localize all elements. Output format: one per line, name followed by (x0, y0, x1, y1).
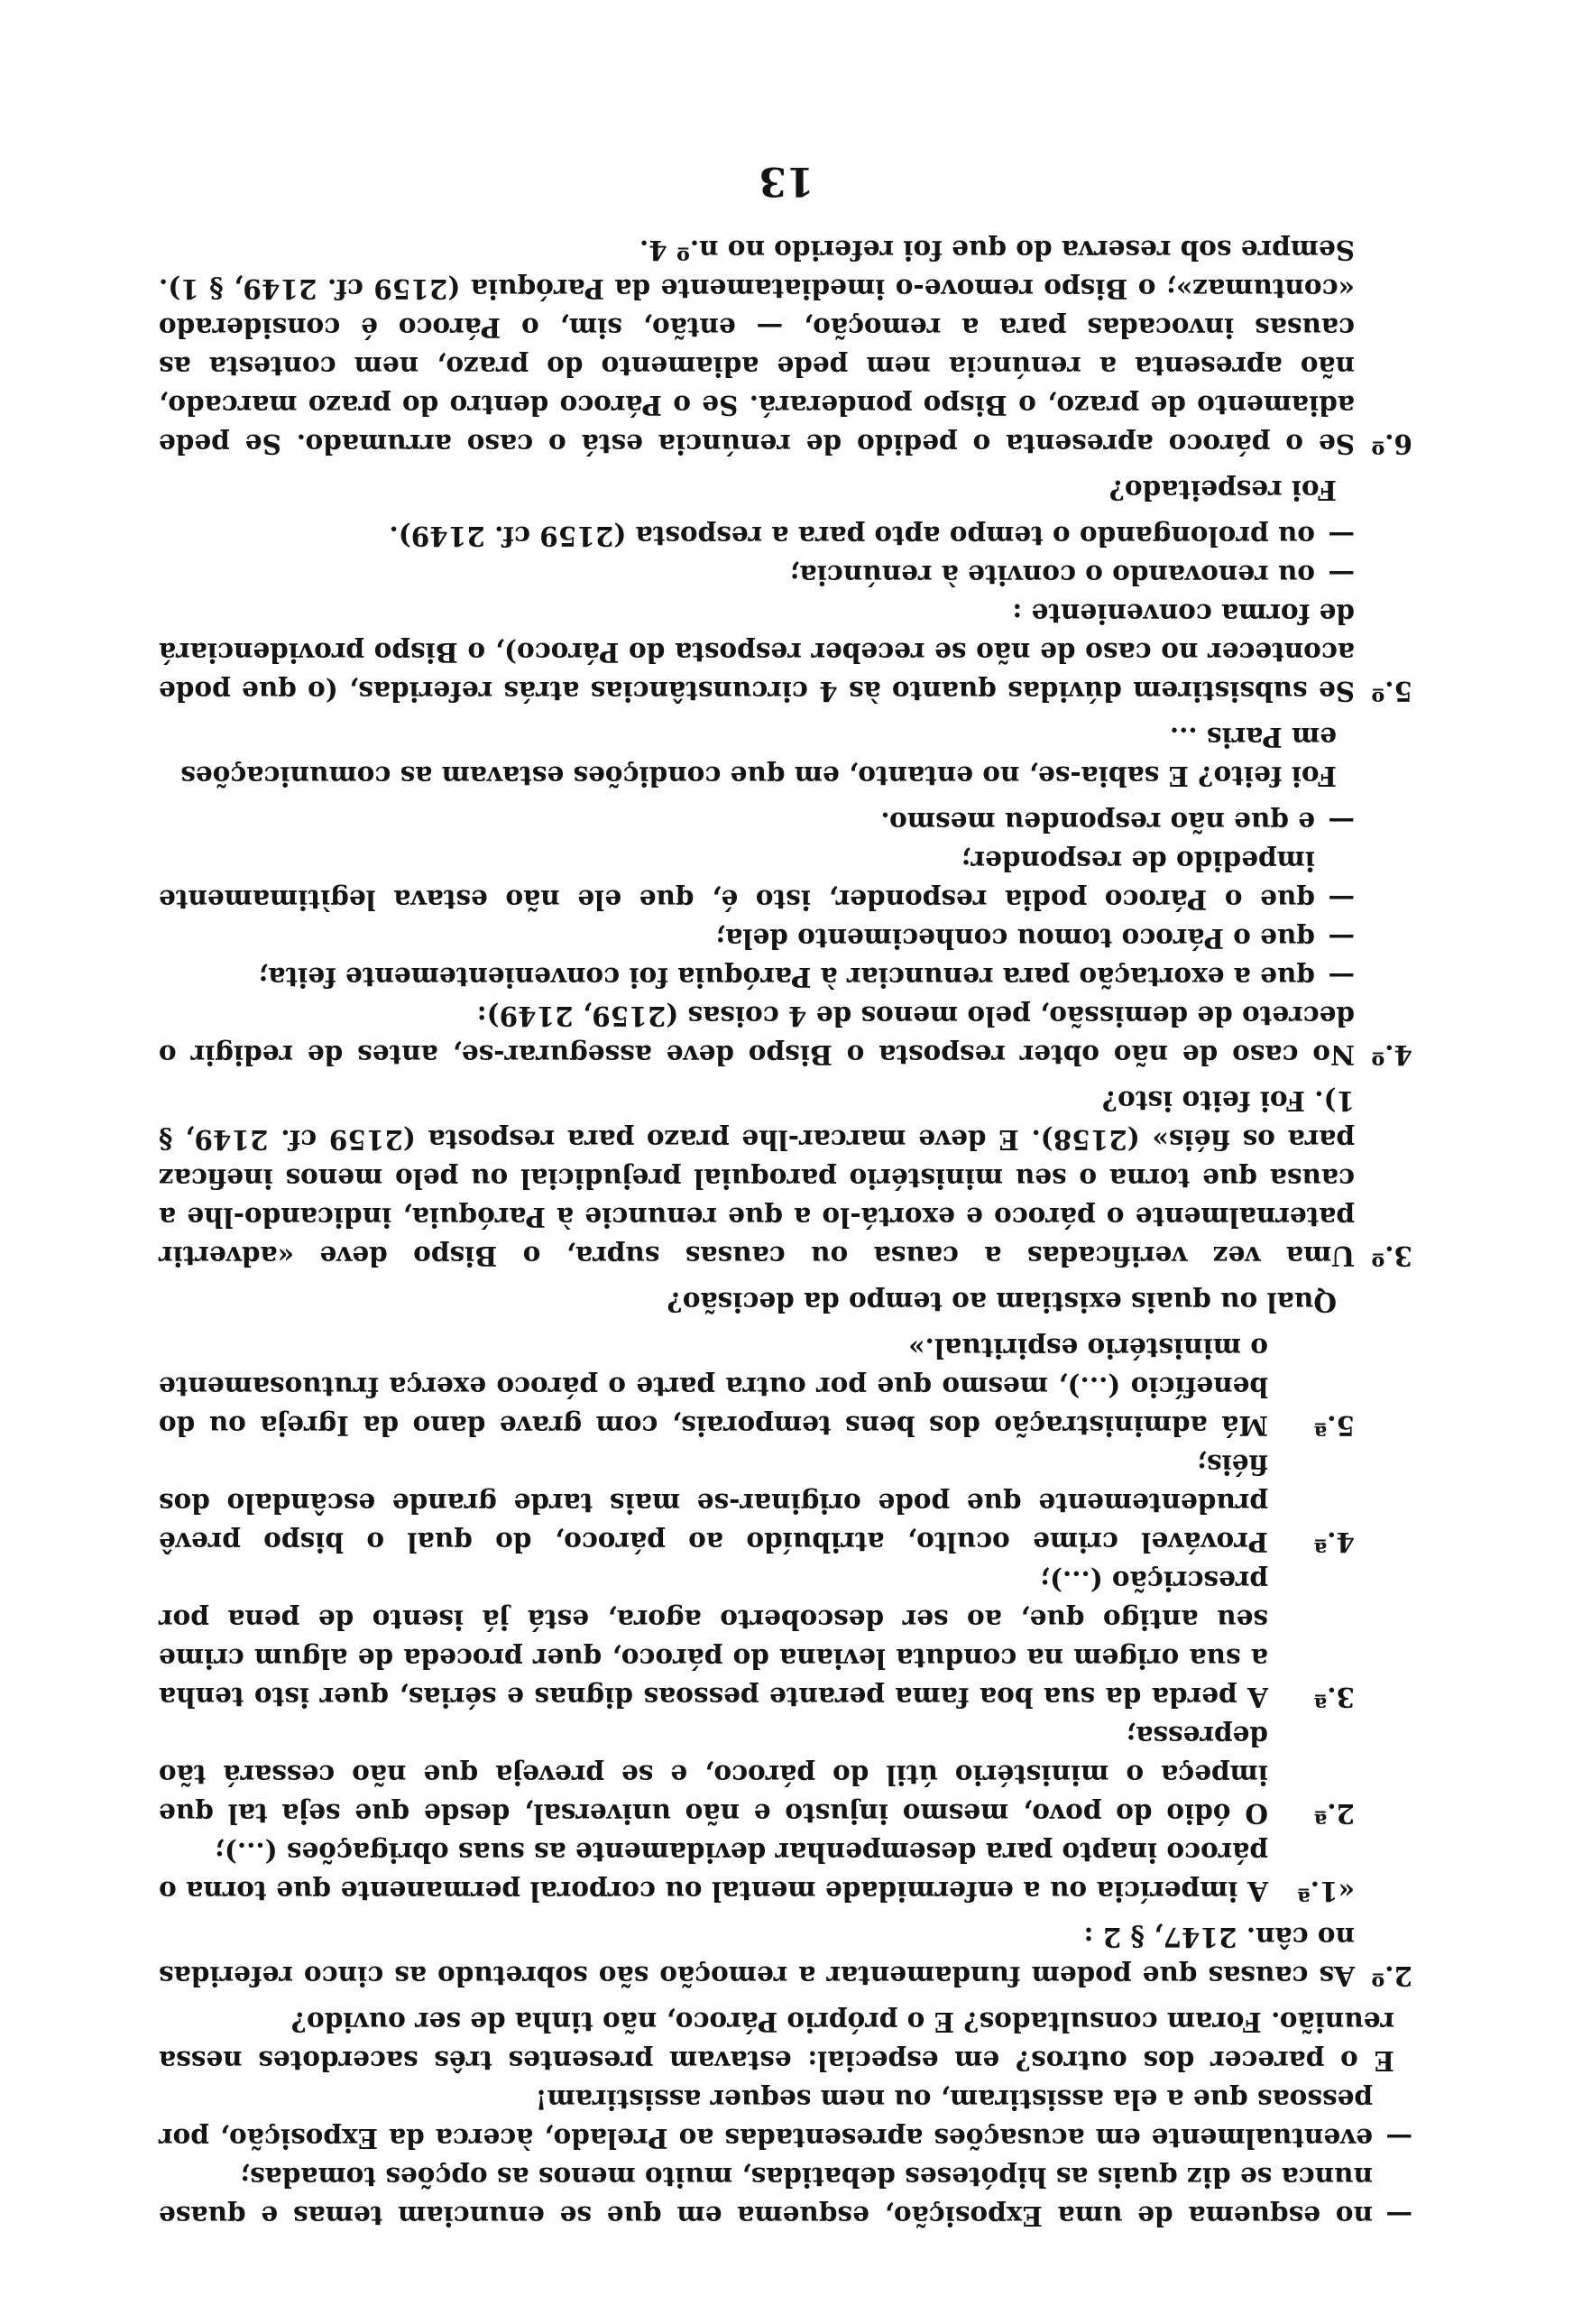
cause-1-text: A imperícia ou a enfermidade mental ou corporal permanente que torna o pároco inapto para desempenhar devidamente as suas obrigações (...); (159, 1837, 1268, 1907)
section-5-options (159, 517, 1412, 595)
section-3-number: 3.º (1371, 1240, 1412, 1272)
question-causes-existing: Qual ou quais existiam ao tempo da decisão? (667, 1286, 1337, 1318)
section-6-number: 6.º (1371, 429, 1412, 460)
section-5-text: Se subsistirem dúvidas quanto às 4 circunstâncias atrás referidas, (o que pode acontecer no caso de não se receber resposta do Pároco), o Bispo providenciará de forma conveniente : (159, 598, 1355, 707)
section-3 (159, 1082, 1412, 1276)
option-extend-deadline: — ou prolongando o tempo apto para a resposta (2159 cf. 2149). (159, 517, 1355, 556)
section-2 (159, 1918, 1412, 1996)
cause-2 (159, 1717, 1412, 1833)
cause-4-number: 4.ª (1313, 1526, 1355, 1558)
section-2-number: 2.º (1371, 1960, 1412, 1992)
cause-4 (159, 1445, 1412, 1562)
section-6-text: Se o pároco apresenta o pedido de renúncia está o caso arrumado. Se pede adiamento de prazo, o Bispo ponderará. Se o Pároco dentro do prazo marcado, não apresenta a renúncia nem pede adiamento do prazo, nem contesta as causas invocadas para a remoção, — então, sim, o Pároco é considerado «contumaz»; o Bispo remove-o imediatamente da Paróquia (2159 cf. 2149, § 1). Sempre sob reserva do que foi referido no n.º 4. (159, 235, 1355, 460)
section-5-number: 5.º (1371, 676, 1412, 707)
cause-3-number: 3.ª (1313, 1682, 1355, 1713)
cause-3-text: A perda da sua boa fama perante pessoas dignas e sérias, quer isto tenha a sua origem na conduta leviana do pároco, quer proceda de algum crime seu antigo que, ao ser descoberto agora, está já isento de pena por prescrição (...); (159, 1565, 1268, 1713)
paragraph-accusations: — eventualmente em acusações apresentadas ao Prelado, àcerca da Exposição, por pessoas que a ela assistiram, ou nem sequer assistiram! (159, 2080, 1412, 2158)
condition-knowledge: — que o Pároco tomou conhecimento dela; (159, 919, 1355, 958)
cause-3 (159, 1562, 1412, 1717)
cause-2-number: 2.ª (1313, 1798, 1355, 1830)
condition-exhortation: — que a exortação para renunciar à Paróquia foi convenientemente feita; (159, 958, 1355, 997)
cause-5-text: Má administração dos bens temporais, com grave dano da Igreja ou do benefício (...), mesmo que por outra parte o pároco exerça frutuosamente o ministério espiritual.» (159, 1333, 1268, 1442)
section-5 (159, 595, 1412, 711)
page-number: 13 (759, 158, 814, 204)
section-6 (159, 231, 1412, 464)
option-renew-invitation: — ou renovando o convite à renúncia; (159, 556, 1355, 595)
paragraph-others-opinion: E o parecer dos outros? em especial: estavam presentes três sacerdotes nessa reunião. Foram consultados? E o próprio Pároco, não tinha de ser ouvido? (159, 2006, 1394, 2077)
section-3-text: Uma vez verificadas a causa ou causas supra, o Bispo deve «advertir paternalmente o pároco e exortá-lo a que renuncie à Paróquia, indicando-lhe a causa que torna o seu ministério paroquial prejudicial ou pelo menos ineficaz para os fiéis» (2158). E deve marcar-lhe prazo para resposta (2159 cf. 2149, § 1). Foi feito isto? (159, 1085, 1355, 1272)
page-content (159, 231, 1412, 2236)
cause-2-text: O ódio do povo, mesmo injusto e não universal, desde que seja tal que impeça o ministério útil do pároco, e se preveja que não cessará tão depressa; (159, 1720, 1268, 1830)
condition-no-response: — e que não respondeu mesmo. (159, 803, 1355, 842)
section-4-number: 4.º (1371, 1039, 1412, 1071)
cause-5-number: 5.ª (1313, 1410, 1355, 1442)
cause-4-text: Provável crime oculto, atribuído ao pároco, do qual o bispo prevê prudentemente que pode originar-se mais tarde grande escândalo dos fiéis; (159, 1449, 1268, 1558)
section-5-question: Foi respeitado? (1108, 475, 1337, 506)
section-4-conditions (159, 803, 1412, 997)
cause-5 (159, 1329, 1412, 1445)
section-4 (159, 997, 1412, 1074)
cause-1-number: «1.ª (1297, 1876, 1355, 1907)
section-4-text: No caso de não obter resposta o Bispo deve assegurar-se, antes de redigir o decreto de demissão, pelo menos de 4 coisas (2159, 2149): (159, 1001, 1355, 1071)
section-4-question: Foi feito? E sabia-se, no entanto, em que condições estavam as comunicações em Paris ... (180, 722, 1337, 792)
paragraph-exposition-scheme: — no esquema de uma Exposição, esquema em que se enunciam temas e quase nunca se diz quais as hipóteses debatidas, muito menos as opções tomadas; (159, 2158, 1412, 2236)
condition-able-to-respond: — que o Pároco podia responder, isto é, que ele não estava legìtimamente impedido de responder; (159, 842, 1355, 919)
cause-1 (159, 1833, 1412, 1911)
section-2-text: As causas que podem fundamentar a remoção são sobretudo as cinco referidas no cân. 2147, § 2 : (159, 1922, 1355, 1992)
